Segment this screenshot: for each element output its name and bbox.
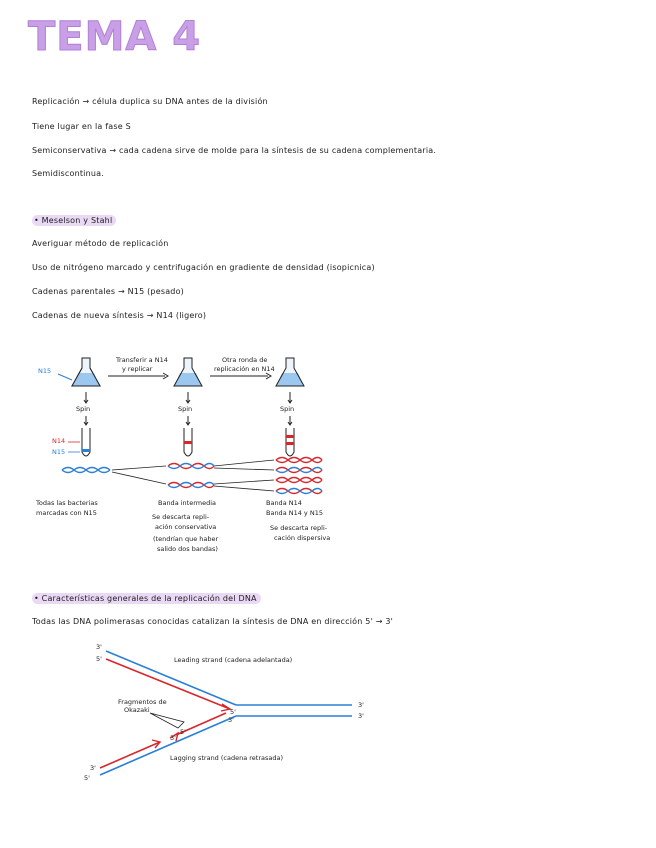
caption-3-line-3: Se descarta repli- xyxy=(270,524,328,532)
fork-mid-5-prime: 5' xyxy=(230,708,236,716)
spin-label-3: Spin xyxy=(280,405,295,413)
caption-1-line-1: Todas las bacterias xyxy=(36,499,98,507)
dna-helix-gen2-2 xyxy=(276,468,322,473)
fork-mid-3-prime: 3' xyxy=(228,716,234,724)
flask-1 xyxy=(72,358,100,386)
flask-2 xyxy=(174,358,202,386)
caption-3-line-1: Banda N14 xyxy=(266,499,302,507)
fork-right-3-prime-a: 3' xyxy=(358,701,364,709)
intro-line-replicacion: Replicación → célula duplica su DNA antes de la división xyxy=(32,97,268,106)
dna-helix-parental xyxy=(62,468,110,473)
second-round-label-1: Otra ronda de xyxy=(222,356,268,364)
fragment-5-prime: 5' xyxy=(180,728,186,736)
flask-3 xyxy=(276,358,304,386)
tube-3 xyxy=(286,428,294,456)
caption-2-line-5: salido dos bandas) xyxy=(157,545,218,553)
fork-right-3-prime-b: 3' xyxy=(358,712,364,720)
intro-line-fase-s: Tiene lugar en la fase S xyxy=(32,122,131,131)
fork-bottom-3-prime: 3' xyxy=(90,764,96,772)
characteristics-heading-text: • Características generales de la replicación del DNA xyxy=(32,593,261,604)
tube-1 xyxy=(82,428,90,456)
spin-label-2: Spin xyxy=(178,405,193,413)
fork-bottom-5-prime: 5' xyxy=(84,774,90,782)
page-title: TEMA 4 xyxy=(28,14,202,60)
tube-2 xyxy=(184,428,192,456)
meselson-line-4: Cadenas de nueva síntesis → N14 (ligero) xyxy=(32,311,207,320)
caption-3-line-2: Banda N14 y N15 xyxy=(266,509,323,517)
transfer-label-1: Transferir a N14 xyxy=(116,356,168,364)
meselson-heading-text: • Meselson y Stahl xyxy=(32,215,116,226)
lagging-strand-label: Lagging strand (cadena retrasada) xyxy=(170,754,284,762)
dna-helix-gen2-3 xyxy=(276,478,322,483)
dna-helix-hybrid-2 xyxy=(168,483,214,488)
second-round-label-2: replicación en N14 xyxy=(214,365,275,373)
meselson-line-2: Uso de nitrógeno marcado y centrifugación en gradiente de densidad (isopicnica) xyxy=(32,263,375,272)
characteristics-line-1: Todas las DNA polimerasas conocidas catalizan la síntesis de DNA en dirección 5' → 3' xyxy=(32,617,394,626)
intro-line-semiconservativa: Semiconservativa → cada cadena sirve de molde para la síntesis de su cadena complementaria. xyxy=(32,146,437,155)
characteristics-heading xyxy=(32,594,261,603)
caption-2-line-3: ación conservativa xyxy=(155,523,217,531)
meselson-line-3: Cadenas parentales → N15 (pesado) xyxy=(32,287,184,296)
caption-2-line-2: Se descarta repli- xyxy=(152,513,210,521)
caption-3-line-4: cación dispersiva xyxy=(274,534,331,542)
fork-top-3-prime: 3' xyxy=(96,643,102,651)
leading-strand-label: Leading strand (cadena adelantada) xyxy=(174,656,293,664)
dna-helix-gen2-1 xyxy=(276,458,322,463)
transfer-label-2: y replicar xyxy=(122,365,153,373)
dna-helix-gen2-4 xyxy=(276,489,322,494)
okazaki-label-2: Okazaki xyxy=(124,706,150,714)
spin-label-1: Spin xyxy=(76,405,91,413)
caption-1-line-2: marcadas con N15 xyxy=(36,509,97,517)
fork-top-5-prime: 5' xyxy=(96,655,102,663)
meselson-line-1: Averiguar método de replicación xyxy=(32,239,169,248)
fragment-3-prime: 3' xyxy=(170,734,176,742)
okazaki-pointer xyxy=(150,713,184,728)
lagging-template-strand xyxy=(100,716,236,775)
intro-line-semidiscontinua: Semidiscontinua. xyxy=(32,169,104,178)
caption-2-line-1: Banda intermedia xyxy=(158,499,217,507)
okazaki-label-1: Fragmentos de xyxy=(118,698,167,706)
dna-helix-hybrid-1 xyxy=(168,464,214,469)
lagging-fragment-1 xyxy=(100,742,160,768)
n15-flask-label: N15 xyxy=(38,367,52,375)
n15-pointer xyxy=(58,374,72,380)
tube-n14-label: N14 xyxy=(52,437,66,445)
tube-n15-label: N15 xyxy=(52,448,66,456)
caption-2-line-4: (tendrían que haber xyxy=(153,535,219,543)
